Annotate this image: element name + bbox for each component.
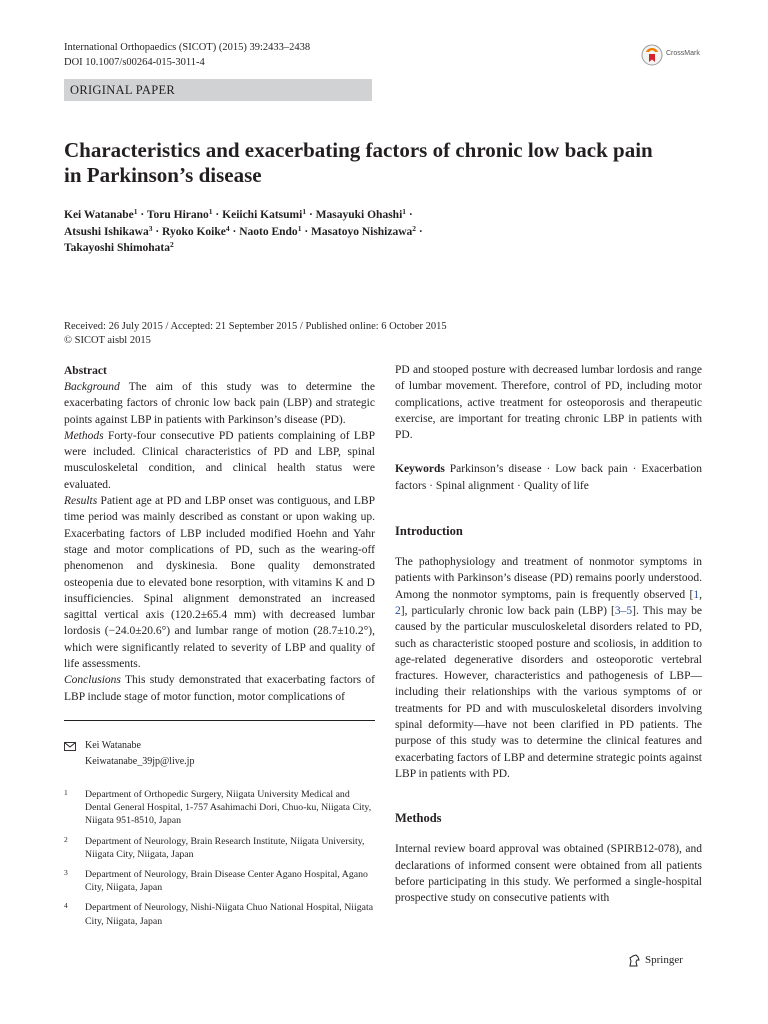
author-line-2: Atsushi Ishikawa$^3$ · Ryoko Koike$^4$ · Naoto Endo$^1$ · Masatoyo Nishizawa$^2$ · [64, 223, 423, 238]
author-affil-sup: 1 [402, 207, 407, 216]
correspondence [64, 738, 194, 770]
author-name[interactable]: Keiichi Katsumi [222, 209, 303, 221]
affiliation-number: 4 [64, 901, 68, 911]
article-type-banner: ORIGINAL PAPER [64, 79, 372, 101]
affiliation-text: Department of Neurology, Brain Research Institute, Niigata University, Niigata City, Niigata, Japan [85, 835, 365, 860]
affiliation-item [64, 901, 375, 927]
results-label: Results [64, 495, 98, 508]
doi[interactable]: DOI 10.1007/s00264-015-3011-4 [64, 57, 205, 68]
footnote-divider [64, 720, 375, 721]
author-name[interactable]: Masatoyo Nishizawa [311, 225, 413, 238]
author-name[interactable]: Toru Hirano [146, 209, 209, 221]
author-affil-sup: 1 [133, 207, 138, 216]
journal-citation: International Orthopaedics (SICOT) (2015) 39:2433–2438 [64, 42, 311, 53]
citation-link[interactable]: 2 [395, 604, 401, 617]
abstract-section [64, 363, 375, 705]
author-affil-sup: 2 [412, 223, 417, 233]
author-name[interactable]: Masayuki Ohashi [315, 209, 403, 221]
methods-label: Methods [64, 429, 104, 442]
copyright-notice: © SICOT aisbl 2015 [64, 335, 151, 346]
background-label: Background [64, 381, 120, 393]
crossmark-badge[interactable] [641, 43, 721, 67]
citation-link[interactable]: 3–5 [614, 604, 633, 617]
author-line-3 [64, 240, 524, 257]
methods-heading: Methods [395, 811, 442, 826]
affiliation-number: 3 [64, 868, 68, 878]
keywords-text: Parkinson’s disease · Low back pain · Exacerbation factors · Spinal alignment · Quality of life [395, 463, 702, 492]
author-name[interactable]: Atsushi Ishikawa [64, 225, 149, 238]
introduction-text [395, 554, 702, 782]
results-text: Patient age at PD and LBP onset was contiguous, and LBP time period was mainly described as constant or upon waking up. Exacerbating factors of LBP included modified Hoehn and Yahr stage and motor complications of PD, such as the wearing-off phenomenon and dyskinesia. Bone quality demonstrated osteopenia due to elevated bone resorption, with vitamins K and D insufficiencies. Spinal alignment demonstrated an increased sagittal vertical axis (120.2±65.4 mm) with decreased lumbar lordosis (−24.0±20.6°) and lumbar range of motion (28.7±10.2°), which were significantly related to severity of LBP and quality of life assessments. [64, 495, 375, 671]
author-name[interactable]: Kei Watanabe [64, 209, 134, 221]
methods-text: Forty-four consecutive PD patients complaining of LBP were included. Clinical characteristics of PD and LBP, spinal musculoskeletal condition, and clinical health status were evaluated. [64, 429, 375, 491]
methods-text: Internal review board approval was obtained (SPIRB12-078), and declarations of informed consent were obtained from all patients before participating in this study. We performed a single-hospital prospective study on consecutive patients with [395, 843, 702, 905]
right-column [395, 362, 702, 906]
article-title [64, 138, 714, 188]
received-accepted-published: Received: 26 July 2015 / Accepted: 21 September 2015 / Published online: 6 October 2015 [64, 321, 447, 332]
affiliation-item [64, 868, 375, 894]
keywords-label: Keywords [395, 463, 445, 476]
affiliation-item [64, 835, 375, 861]
publication-dates [64, 320, 704, 348]
author-affil-sup: 1 [297, 223, 302, 233]
author-affil-sup: 4 [225, 223, 230, 233]
affiliation-number: 1 [64, 788, 68, 797]
springer-horse-icon [628, 954, 641, 967]
intro-text-part: , [699, 588, 702, 601]
author-affil-sup: 2 [170, 240, 174, 249]
author-line-1: Kei Watanabe$^1$ · Toru Hirano$^1$ · Keiichi Katsumi$^1$ · Masayuki Ohashi$^1$ · [64, 207, 413, 221]
author-name[interactable]: Ryoko Koike [162, 225, 226, 238]
background-text: The aim of this study was to determine the exacerbating factors of chronic low back pain (LBP) and strategic points against LBP in patients with Parkinson’s disease (PD). [64, 381, 375, 426]
intro-text-part: ]. This may be caused by the particular musculoskeletal disorders related to PD, such as characteristic stooped posture and scoliosis, in addition to age-related degenerative disorders and osteoporotic vertebral fractures. However, characteristics and pathogenesis of LBP—including their relationships with the various symptoms of or treatments for PD and with musculoskeletal disorders involving spinal deformity—have not been clarified in PD patients. The purpose of this study was to determine the clinical features and exacerbating factors of LBP and determine strategic points against LBP in patients with PD. [395, 604, 702, 780]
conclusions-label: Conclusions [64, 674, 121, 687]
affiliation-text: Department of Neurology, Nishi-Niigata Chuo National Hospital, Niigata City, Niigata, Japan [85, 902, 374, 927]
intro-text-part: ], particularly chronic low back pain (LBP) [ [400, 604, 615, 617]
abstract-background [64, 379, 375, 428]
author-name[interactable]: Naoto Endo [239, 225, 298, 238]
crossmark-label: CrossMark [666, 50, 700, 57]
abstract-results [64, 493, 375, 672]
introduction-heading: Introduction [395, 524, 463, 539]
title-line-2: in Parkinson’s disease [64, 163, 262, 187]
author-affil-sup: 3 [148, 223, 153, 233]
intro-text-part: The pathophysiology and treatment of nonmotor symptoms in patients with Parkinson’s disease (PD) remains poorly understood. Among the nonmotor symptoms, pain is frequently observed [ [395, 556, 702, 601]
correspondence-email[interactable]: Keiwatanabe_39jp@live.jp [85, 756, 195, 767]
affiliations [64, 788, 375, 935]
title-line-1: Characteristics and exacerbating factors of chronic low back pain [64, 138, 653, 162]
abstract-conclusions [64, 672, 375, 705]
publisher-logo [628, 953, 683, 967]
keywords [395, 461, 702, 494]
conclusions-text: This study demonstrated that exacerbating factors of LBP include stage of motor function, motor complications of [64, 674, 375, 703]
author-affil-sup: 1 [208, 207, 213, 216]
abstract-methods [64, 428, 375, 493]
envelope-icon [64, 742, 76, 751]
citation-link[interactable]: 1 [693, 588, 700, 601]
author-affil-sup: 1 [302, 207, 307, 216]
affiliation-text: Department of Orthopedic Surgery, Niigata University Medical and Dental General Hospital, 1-757 Asahimachi Dori, Chuo-ku, Niigata City, Niigata 951-8510, Japan [85, 789, 372, 827]
affiliation-text: Department of Neurology, Brain Disease Center Agano Hospital, Agano City, Niigata, Japan [85, 869, 368, 894]
affiliation-number: 2 [64, 834, 68, 844]
crossmark-icon [641, 43, 663, 67]
author-name[interactable]: Takayoshi Shimohata [64, 242, 170, 254]
correspondence-name-row [64, 738, 194, 754]
abstract-continued: PD and stooped posture with decreased lumbar lordosis and range of lumbar movement. Therefore, control of PD, including motor complications, active treatment for osteoporosis and therapeutic exercise, are important for treating chronic LBP in patients with PD. [395, 364, 702, 442]
affiliation-item [64, 788, 375, 828]
abstract-heading: Abstract [64, 365, 107, 377]
author-list [64, 207, 524, 257]
correspondence-name: Kei Watanabe [85, 740, 141, 751]
publisher-name: Springer [645, 954, 683, 966]
